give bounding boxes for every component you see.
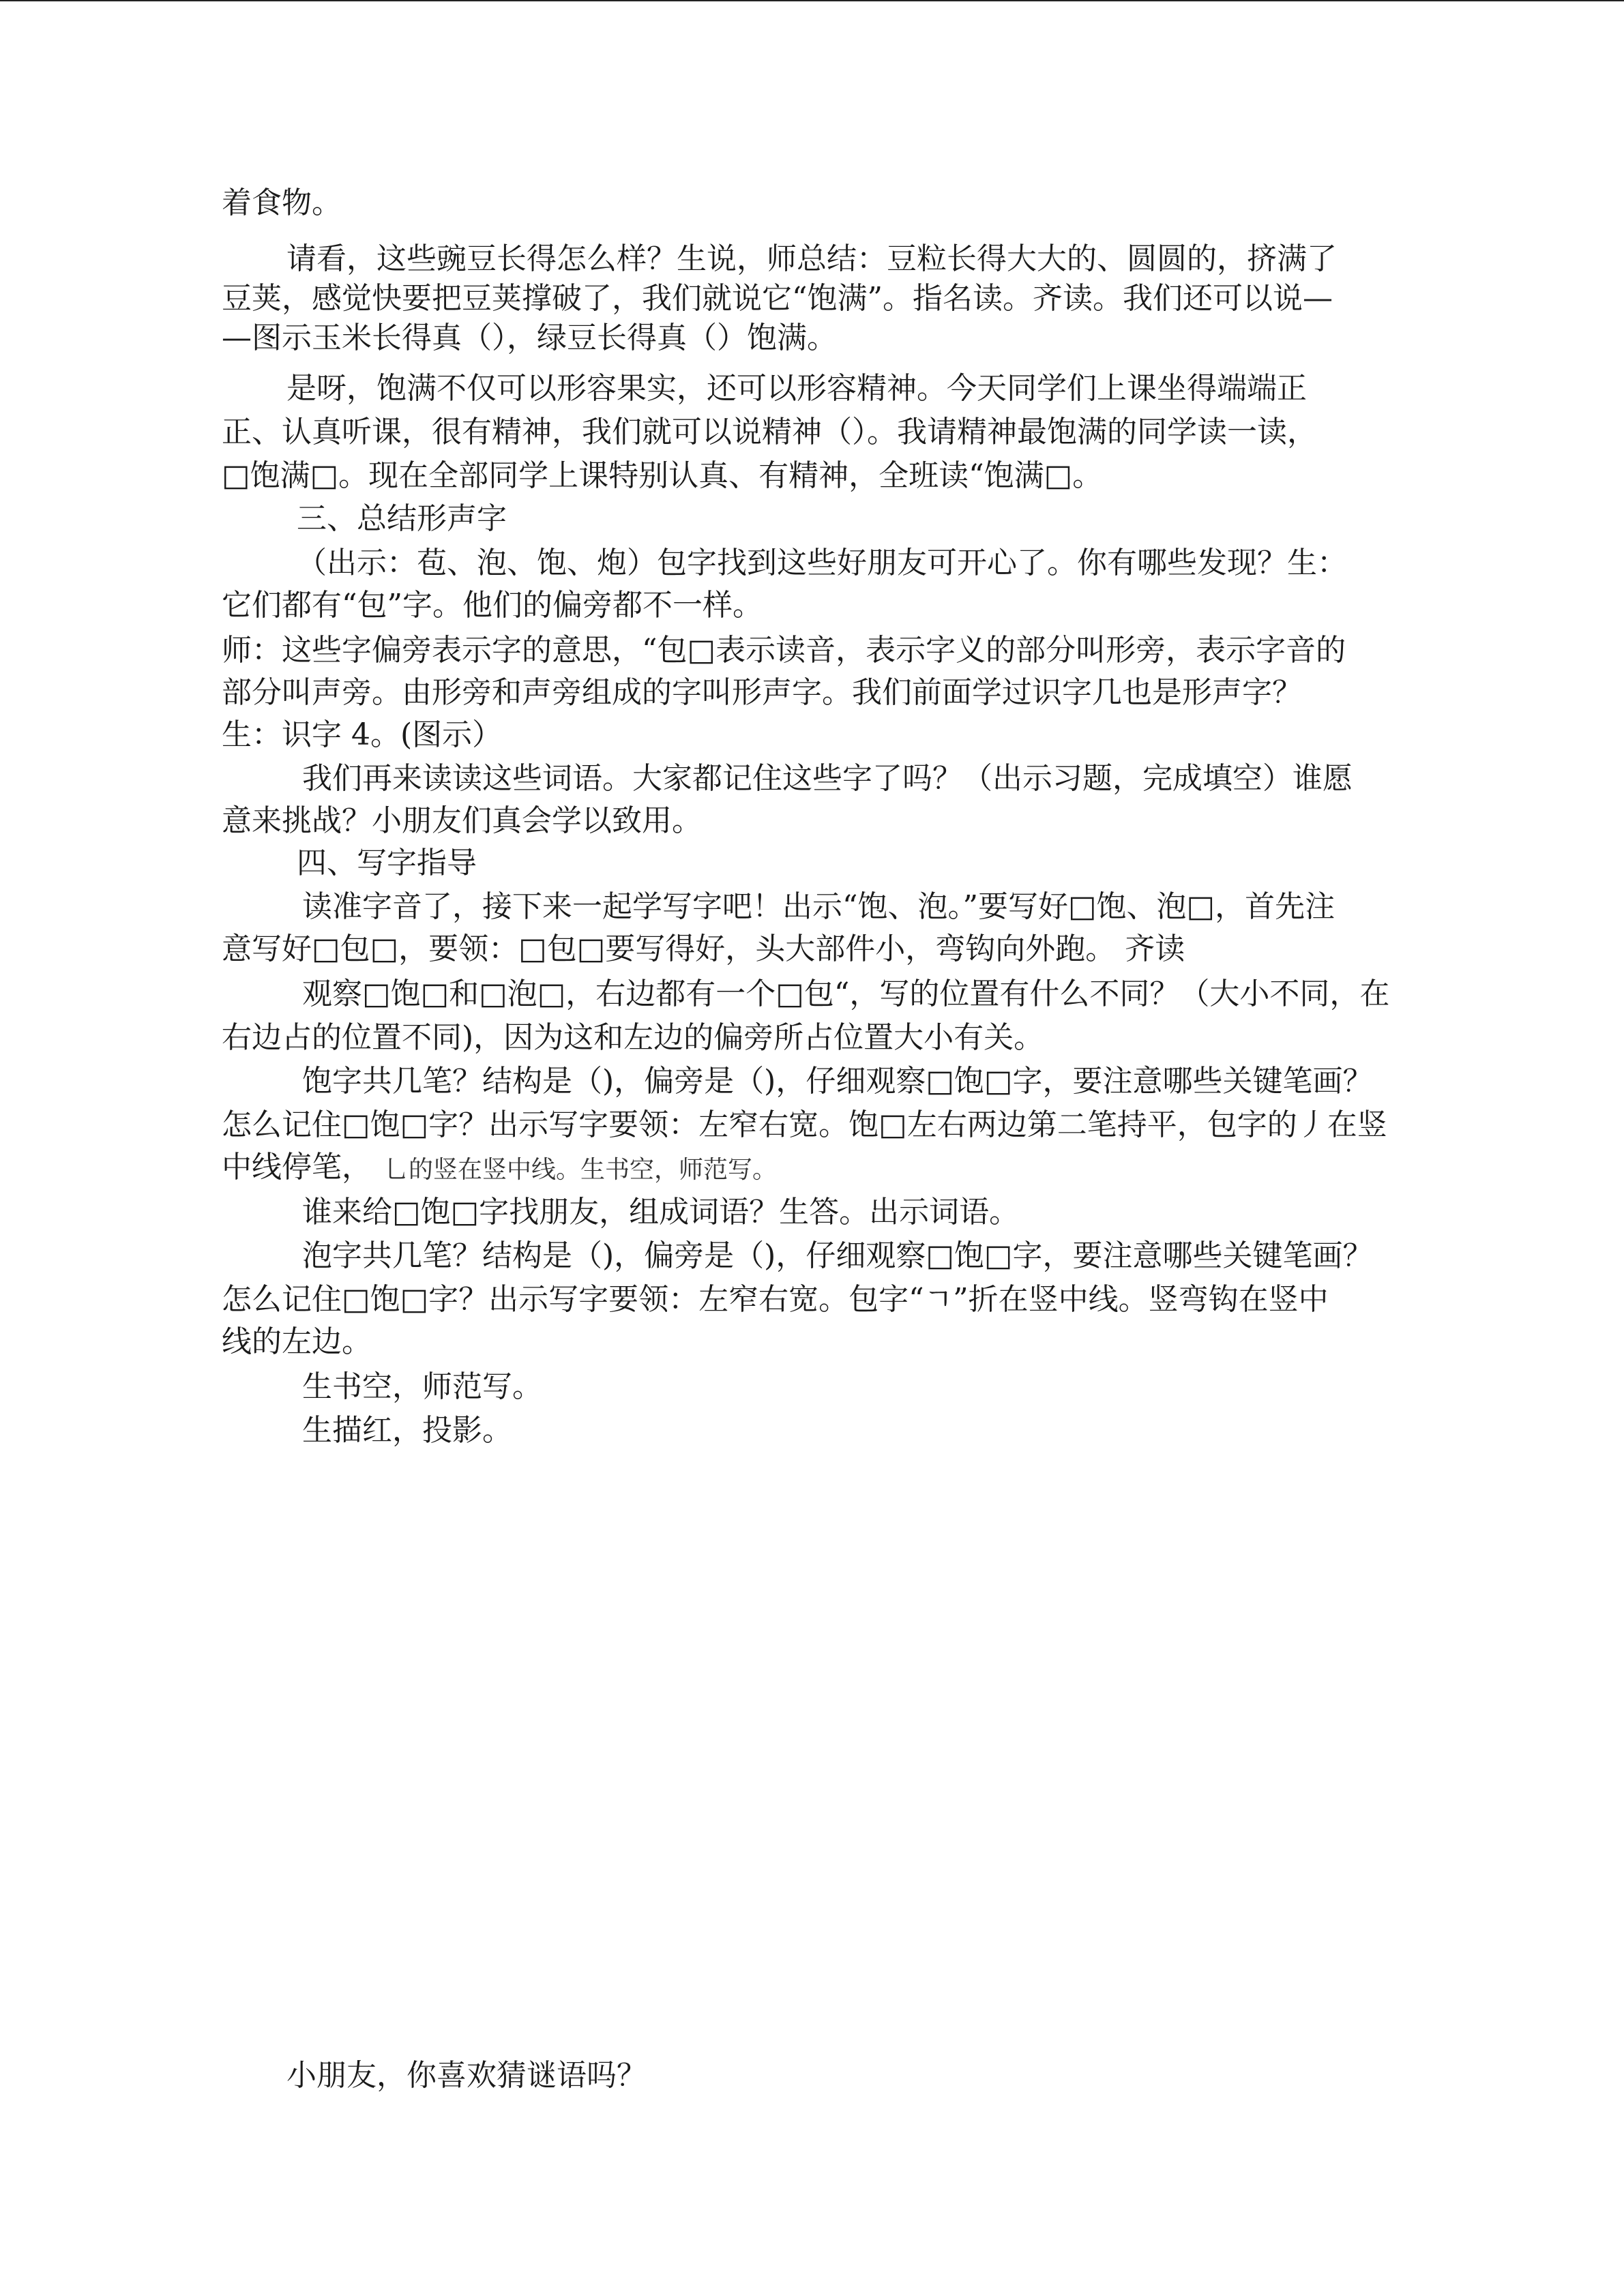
text-line: 泡字共几笔？结构是（)，偏旁是（)，仔细观察□饱□字，要注意哪些关键笔画？ — [302, 1238, 1373, 1273]
text-line: 豆荚，感觉快要把豆荚撑破了，我们就说它“饱满”。指名读。齐读。我们还可以说— — [222, 281, 1333, 316]
text-line: 线的左边。 — [222, 1324, 372, 1359]
text-line: 意来挑战？小朋友们真会学以致用。 — [222, 803, 702, 838]
text-line: 饱字共几笔？结构是（)，偏旁是（)，仔细观察□饱□字，要注意哪些关键笔画？ — [302, 1064, 1373, 1099]
text-line: 中线停笔， — [222, 1150, 372, 1184]
text-line: 怎么记住□饱□字？出示写字要领：左窄右宽。包字“ㄱ”折在竖中线。竖弯钩在竖中 — [222, 1282, 1329, 1317]
text-line: 右边占的位置不同)，因为这和左边的偏旁所占位置大小有关。 — [222, 1020, 1044, 1055]
text-line: 生：识字 4。(图示） — [222, 717, 503, 752]
text-line: —图示玉米长得真（），绿豆长得真（）饱满。 — [222, 320, 837, 355]
text-line: 正、认真听课，很有精神，我们就可以说精神（）。我请精神最饱满的同学读一读， — [222, 415, 1317, 449]
text-line: 师：这些字偏旁表示字的意思，“包□表示读音，表示字义的部分叫形旁，表示字音的 — [222, 633, 1346, 668]
page-top-border — [0, 0, 1624, 1]
text-line: 谁来给□饱□字找朋友，组成词语？生答。出示词语。 — [302, 1195, 1020, 1229]
text-line: 部分叫声旁。由形旁和声旁组成的字叫形声字。我们前面学过识字几也是形声字？ — [222, 675, 1302, 710]
text-line: 小朋友，你喜欢猜谜语吗？ — [286, 2058, 647, 2093]
text-line-small: 乚的竖在竖中线。生书空，师范写。 — [384, 1156, 778, 1184]
text-line: 请看，这些豌豆长得怎么样？生说，师总结：豆粒长得大大的、圆圆的，挤满了 — [286, 241, 1337, 276]
text-line: （出示：苞、泡、饱、炮）包字找到这些好朋友可开心了。你有哪些发现？生： — [297, 546, 1347, 580]
text-line: 意写好□包□，要领：□包□要写得好，头大部件小，弯钩向外跑。 齐读 — [222, 931, 1185, 966]
text-line: 观察□饱□和□泡□，右边都有一个□包“，写的位置有什么不同？（大小不同，在 — [302, 976, 1390, 1011]
text-line: □饱满□。现在全部同学上课特别认真、有精神，全班读“饱满□。 — [222, 458, 1103, 493]
section-heading: 四、写字指导 — [297, 846, 477, 880]
text-line: 读准字音了，接下来一起学写字吧！出示“饱、泡。”要写好□饱、泡□，首先注 — [302, 889, 1335, 924]
text-line: 生书空，师范写。 — [302, 1369, 542, 1404]
text-line: 怎么记住□饱□字？出示写字要领：左窄右宽。饱□左右两边第二笔持平，包字的丿在竖 — [222, 1107, 1387, 1142]
text-line: 它们都有“包”字。他们的偏旁都不一样。 — [222, 588, 763, 623]
text-line: 生描红，投影。 — [302, 1413, 512, 1448]
text-line: 是呀，饱满不仅可以形容果实，还可以形容精神。今天同学们上课坐得端端正 — [286, 371, 1307, 406]
text-line: 着食物。 — [222, 185, 342, 220]
text-line: 我们再来读读这些词语。大家都记住这些字了吗？（出示习题，完成填空）谁愿 — [302, 761, 1353, 796]
section-heading: 三、总结形声字 — [297, 501, 507, 536]
